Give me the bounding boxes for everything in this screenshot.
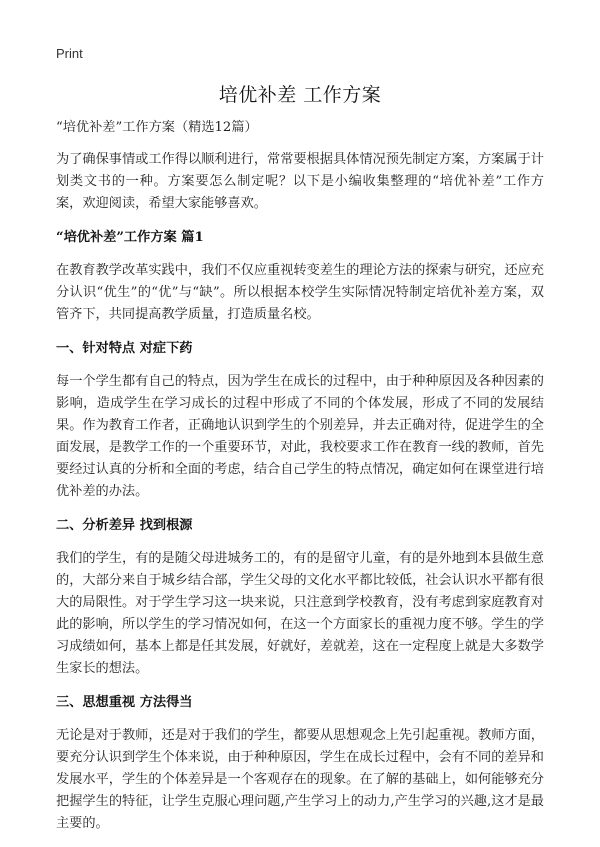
section-heading: 二、分析差异 找到根源 [56, 518, 193, 533]
section-paragraph: 每一个学生都有自己的特点，因为学生在成长的过程中，由于种种原因及各种因素的影响，造成学生在学习成长的过程中形成了不同的个体发展，形成了不同的发展结果。作为教育工作者，正确地认识到学生的个别差异，并去正确对待，促进学生的全面发展，是教学工作的一个重要环节，对此，我校要求工作在教育一线的教师，首先要经过认真的分析和全面的考虑，结合自己学生的特点情况，确定如何在课堂进行培优补差的办法。 [56, 374, 544, 499]
document-subtitle: “培优补差”工作方案（精选12篇） [56, 120, 258, 135]
section-heading: 三、思想重视 方法得当 [56, 695, 193, 710]
section-heading: 一、针对特点 对症下药 [56, 341, 193, 356]
article-heading: “培优补差”工作方案 篇1 [56, 230, 204, 245]
section-paragraph: 我们的学生，有的是随父母进城务工的，有的是留守儿童，有的是外地到本县做生意的，大部分来自于城乡结合部，学生父母的文化水平都比较低，社会认识水平都有很大的局限性。对于学生学习这一块来说，只注意到学校教育，没有考虑到家庭教育对此的影响，所以学生的学习情况如何，在这一个方面家长的重视力度不够。学生的学习成绩如何，基本上都是任其发展，好就好，差就差，这在一定程度上就是大多数学生家长的想法。 [56, 551, 544, 676]
article-intro-paragraph: 在教育教学改革实践中，我们不仅应重视转变差生的理论方法的探索与研究，还应充分认识“优生”的“优”与“缺”。所以根据本校学生实际情况特制定培优补差方案，双管齐下，共同提高教学质量，打造质量名校。 [56, 263, 544, 322]
intro-paragraph: 为了确保事情或工作得以顺利进行，常常要根据具体情况预先制定方案，方案属于计划类文书的一种。方案要怎么制定呢？以下是小编收集整理的“培优补差”工作方案，欢迎阅读，希望大家能够喜欢。 [56, 152, 544, 211]
print-link[interactable]: Print [56, 46, 83, 61]
document-body [56, 117, 544, 847]
page-title: 培优补差 工作方案 [218, 84, 382, 106]
section-paragraph: 无论是对于教师，还是对于我们的学生，都要从思想观念上先引起重视。教师方面，要充分认识到学生个体来说，由于种种原因，学生在成长过程中，会有不同的差异和发展水平，学生的个体差异是一个客观存在的现象。在了解的基础上，如何能够充分把握学生的特征，让学生克服心理问题,产生学习上的动力,产生学习的兴趣,这才是最主要的。 [56, 728, 544, 831]
